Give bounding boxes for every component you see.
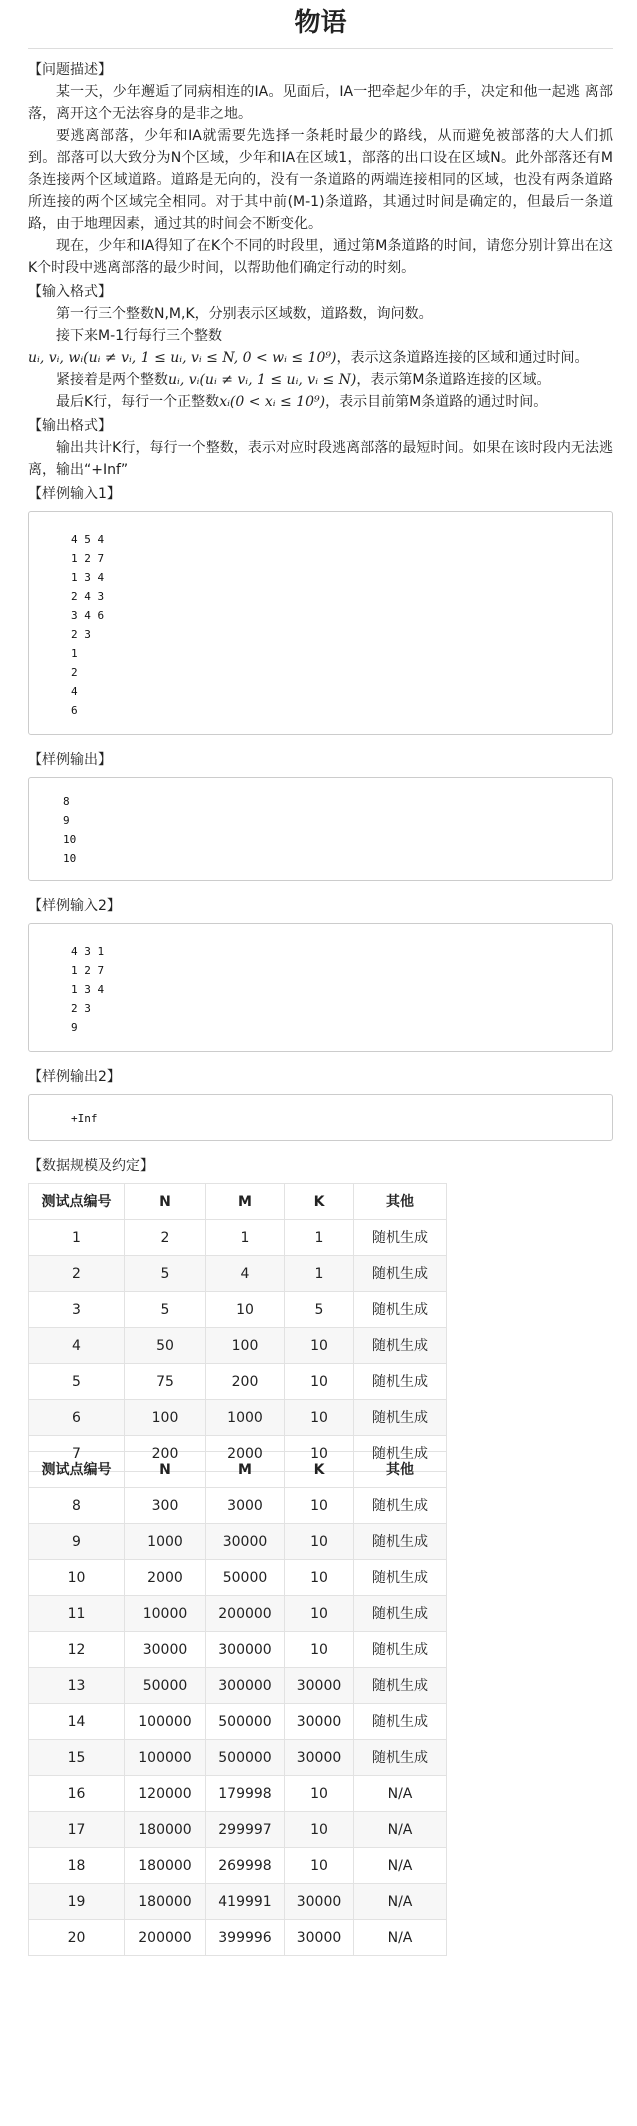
table-cell: 500000 bbox=[206, 1704, 285, 1740]
header-k: K bbox=[285, 1452, 354, 1488]
header-n: N bbox=[125, 1184, 206, 1220]
header-other: 其他 bbox=[354, 1184, 447, 1220]
problem-paragraph-3: 现在，少年和IA得知了在K个不同的时段里，通过第M条道路的时间，请您分别计算出在这K个时段中逃离部落的最少时间，以帮助他们确定行动的时刻。 bbox=[28, 238, 613, 276]
input-line-5-pre: 最后K行，每行一个正整数 bbox=[56, 394, 220, 410]
table-cell: N/A bbox=[354, 1776, 447, 1812]
input-line-5-post: ，表示目前第M条道路的通过时间。 bbox=[325, 394, 548, 410]
table-cell: 399996 bbox=[206, 1920, 285, 1956]
table-cell: 18 bbox=[29, 1848, 125, 1884]
sample-input-1-box: 4 5 4 1 2 7 1 3 4 2 4 3 3 4 6 2 3 1 2 4 6 bbox=[28, 511, 613, 735]
table-cell: 300000 bbox=[206, 1632, 285, 1668]
table-cell: 5 bbox=[125, 1292, 206, 1328]
table-cell: 50000 bbox=[125, 1668, 206, 1704]
table-cell: 14 bbox=[29, 1704, 125, 1740]
table-cell: 9 bbox=[29, 1524, 125, 1560]
table-cell: 10 bbox=[285, 1436, 354, 1472]
table-cell: 30000 bbox=[285, 1704, 354, 1740]
table-row bbox=[29, 1704, 447, 1740]
input-line-4-pre: 紧接着是两个整数 bbox=[56, 372, 168, 388]
table-cell: 50000 bbox=[206, 1560, 285, 1596]
table-cell: 75 bbox=[125, 1364, 206, 1400]
table-cell: 30000 bbox=[285, 1920, 354, 1956]
table-cell: 随机生成 bbox=[354, 1668, 447, 1704]
table-cell: 2 bbox=[29, 1256, 125, 1292]
table-cell: 随机生成 bbox=[354, 1704, 447, 1740]
table-header-row bbox=[29, 1184, 447, 1220]
table-cell: 随机生成 bbox=[354, 1364, 447, 1400]
table-cell: 8 bbox=[29, 1488, 125, 1524]
input-line-5 bbox=[28, 391, 613, 413]
output-format-paragraph: 输出共计K行，每行一个整数，表示对应时段逃离部落的最短时间。如果在该时段内无法逃离，输出“+Inf” bbox=[28, 440, 613, 478]
table-cell: 100 bbox=[125, 1400, 206, 1436]
output-format-heading: 【输出格式】 bbox=[28, 418, 112, 434]
header-case-id: 测试点编号 bbox=[29, 1184, 125, 1220]
table-cell: 3000 bbox=[206, 1488, 285, 1524]
page-title: 物语 bbox=[294, 8, 347, 38]
problem-paragraph-2: 要逃离部落，少年和IA就需要先选择一条耗时最少的路线，从而避免被部落的大人们抓到。部落可以大致分为N个区域，少年和IA在区域1，部落的出口设在区域N。此外部落还有M条连接两个区域道路。道路是无向的，没有一条道路的两端连接相同的区域，也没有两条道路所连接的两个区域完全相同。对于其中前(M-1)条道路，其通过时间是确定的，但最后一条道路，由于地理因素，通过其的时间会不断变化。 bbox=[28, 128, 613, 232]
input-line-3 bbox=[28, 347, 613, 369]
table-cell: 30000 bbox=[206, 1524, 285, 1560]
table-cell: 2000 bbox=[206, 1436, 285, 1472]
table-row bbox=[29, 1884, 447, 1920]
table-cell: N/A bbox=[354, 1848, 447, 1884]
sample-output-2-box: +Inf bbox=[28, 1094, 613, 1141]
table-cell: 30000 bbox=[285, 1740, 354, 1776]
table-row bbox=[29, 1524, 447, 1560]
title-divider bbox=[28, 48, 613, 49]
table-row bbox=[29, 1364, 447, 1400]
input-line-4-math: uᵢ, vᵢ(uᵢ ≠ vᵢ, 1 ≤ uᵢ, vᵢ ≤ N) bbox=[168, 372, 357, 388]
table-cell: 10 bbox=[285, 1488, 354, 1524]
table-cell: 30000 bbox=[125, 1632, 206, 1668]
table-cell: 5 bbox=[29, 1364, 125, 1400]
table-row bbox=[29, 1740, 447, 1776]
table-cell: 随机生成 bbox=[354, 1400, 447, 1436]
table-cell: 随机生成 bbox=[354, 1596, 447, 1632]
table-cell: 5 bbox=[125, 1256, 206, 1292]
table-cell: 1 bbox=[206, 1220, 285, 1256]
header-other: 其他 bbox=[354, 1452, 447, 1488]
input-line-5-math: xᵢ(0 < xᵢ ≤ 10⁹) bbox=[219, 394, 326, 410]
table-cell: 10 bbox=[206, 1292, 285, 1328]
table-cell: 10 bbox=[285, 1328, 354, 1364]
table-cell: N/A bbox=[354, 1812, 447, 1848]
sample-input-1-heading: 【样例输入1】 bbox=[28, 486, 121, 502]
table-cell: 300000 bbox=[206, 1668, 285, 1704]
limits-table-2-wrapper bbox=[28, 1451, 613, 1956]
table-cell: N/A bbox=[354, 1920, 447, 1956]
table-cell: 1000 bbox=[206, 1400, 285, 1436]
table-cell: 随机生成 bbox=[354, 1524, 447, 1560]
sample-output-2-heading: 【样例输出2】 bbox=[28, 1069, 121, 1085]
table-row bbox=[29, 1256, 447, 1292]
sample-input-2-box: 4 3 1 1 2 7 1 3 4 2 3 9 bbox=[28, 923, 613, 1052]
table-cell: 11 bbox=[29, 1596, 125, 1632]
table-cell: 10 bbox=[285, 1364, 354, 1400]
sample-output-1-box: 8 9 10 10 bbox=[28, 777, 613, 881]
input-line-2: 接下来M-1行每行三个整数 bbox=[56, 328, 223, 344]
table-cell: 1 bbox=[285, 1220, 354, 1256]
limits-table-1-body bbox=[29, 1220, 447, 1472]
table-cell: 4 bbox=[206, 1256, 285, 1292]
table-row bbox=[29, 1400, 447, 1436]
table-row bbox=[29, 1668, 447, 1704]
sample-output-1-heading: 【样例输出】 bbox=[28, 752, 112, 768]
input-line-4 bbox=[28, 369, 613, 391]
problem-paragraph-1: 某一天，少年邂逅了同病相连的IA。见面后，IA一把牵起少年的手，决定和他一起逃 离部落，离开这个无法容身的是非之地。 bbox=[28, 84, 613, 122]
table-cell: 200000 bbox=[125, 1920, 206, 1956]
table-cell: 300 bbox=[125, 1488, 206, 1524]
input-line-3-text: ，表示这条道路连接的区域和通过时间。 bbox=[336, 350, 589, 366]
table-row bbox=[29, 1488, 447, 1524]
header-n: N bbox=[125, 1452, 206, 1488]
table-cell: 50 bbox=[125, 1328, 206, 1364]
table-cell: 419991 bbox=[206, 1884, 285, 1920]
table-cell: 17 bbox=[29, 1812, 125, 1848]
input-format-heading: 【输入格式】 bbox=[28, 284, 112, 300]
table-cell: 10000 bbox=[125, 1596, 206, 1632]
limits-table-2-body bbox=[29, 1488, 447, 1956]
table-row bbox=[29, 1220, 447, 1256]
table-cell: 200 bbox=[206, 1364, 285, 1400]
table-cell: 299997 bbox=[206, 1812, 285, 1848]
table-cell: 7 bbox=[29, 1436, 125, 1472]
table-row bbox=[29, 1848, 447, 1884]
table-cell: 180000 bbox=[125, 1848, 206, 1884]
table-cell: 随机生成 bbox=[354, 1740, 447, 1776]
sample-input-2-heading: 【样例输入2】 bbox=[28, 898, 121, 914]
table-row bbox=[29, 1328, 447, 1364]
table-cell: 随机生成 bbox=[354, 1328, 447, 1364]
header-m: M bbox=[206, 1184, 285, 1220]
table-cell: 10 bbox=[285, 1812, 354, 1848]
table-cell: 10 bbox=[285, 1632, 354, 1668]
table-cell: 100000 bbox=[125, 1740, 206, 1776]
table-cell: 10 bbox=[285, 1400, 354, 1436]
table-cell: 3 bbox=[29, 1292, 125, 1328]
table-cell: 100 bbox=[206, 1328, 285, 1364]
table-cell: 200 bbox=[125, 1436, 206, 1472]
table-cell: 10 bbox=[285, 1596, 354, 1632]
table-cell: 269998 bbox=[206, 1848, 285, 1884]
input-line-3-math: uᵢ, vᵢ, wᵢ(uᵢ ≠ vᵢ, 1 ≤ uᵢ, vᵢ ≤ N, 0 < wᵢ ≤ 10⁹) bbox=[28, 350, 337, 366]
table-cell: 10 bbox=[285, 1848, 354, 1884]
table-cell: 15 bbox=[29, 1740, 125, 1776]
table-cell: 13 bbox=[29, 1668, 125, 1704]
table-row bbox=[29, 1812, 447, 1848]
table-cell: 120000 bbox=[125, 1776, 206, 1812]
header-case-id: 测试点编号 bbox=[29, 1452, 125, 1488]
table-cell: 30000 bbox=[285, 1884, 354, 1920]
table-cell: 随机生成 bbox=[354, 1560, 447, 1596]
table-cell: 20 bbox=[29, 1920, 125, 1956]
table-cell: 180000 bbox=[125, 1812, 206, 1848]
table-cell: 200000 bbox=[206, 1596, 285, 1632]
table-cell: 10 bbox=[285, 1524, 354, 1560]
input-line-4-post: ，表示第M条道路连接的区域。 bbox=[356, 372, 551, 388]
table-cell: 19 bbox=[29, 1884, 125, 1920]
problem-heading: 【问题描述】 bbox=[28, 62, 112, 78]
limits-table-2 bbox=[28, 1451, 447, 1956]
table-cell: 5 bbox=[285, 1292, 354, 1328]
table-cell: 2000 bbox=[125, 1560, 206, 1596]
input-line-1: 第一行三个整数N,M,K，分别表示区域数，道路数，询问数。 bbox=[56, 306, 433, 322]
table-row bbox=[29, 1596, 447, 1632]
table-row bbox=[29, 1776, 447, 1812]
table-cell: 10 bbox=[285, 1560, 354, 1596]
header-k: K bbox=[285, 1184, 354, 1220]
table-cell: 4 bbox=[29, 1328, 125, 1364]
table-cell: 500000 bbox=[206, 1740, 285, 1776]
table-cell: 随机生成 bbox=[354, 1220, 447, 1256]
table-cell: 随机生成 bbox=[354, 1292, 447, 1328]
table-cell: 100000 bbox=[125, 1704, 206, 1740]
table-cell: 2 bbox=[125, 1220, 206, 1256]
table-cell: N/A bbox=[354, 1884, 447, 1920]
table-cell: 12 bbox=[29, 1632, 125, 1668]
table-cell: 1 bbox=[285, 1256, 354, 1292]
limits-table-1 bbox=[28, 1183, 447, 1472]
table-cell: 180000 bbox=[125, 1884, 206, 1920]
table-cell: 6 bbox=[29, 1400, 125, 1436]
table-cell: 随机生成 bbox=[354, 1632, 447, 1668]
table-row bbox=[29, 1292, 447, 1328]
table-cell: 179998 bbox=[206, 1776, 285, 1812]
table-cell: 10 bbox=[29, 1560, 125, 1596]
table-cell: 随机生成 bbox=[354, 1256, 447, 1292]
table-cell: 1000 bbox=[125, 1524, 206, 1560]
limits-heading: 【数据规模及约定】 bbox=[28, 1158, 154, 1174]
table-cell: 随机生成 bbox=[354, 1488, 447, 1524]
table-cell: 10 bbox=[285, 1776, 354, 1812]
table-cell: 1 bbox=[29, 1220, 125, 1256]
table-cell: 随机生成 bbox=[354, 1436, 447, 1472]
table-row bbox=[29, 1560, 447, 1596]
header-m: M bbox=[206, 1452, 285, 1488]
table-row bbox=[29, 1920, 447, 1956]
limits-table-1-wrapper bbox=[28, 1183, 613, 1462]
table-row bbox=[29, 1632, 447, 1668]
table-cell: 30000 bbox=[285, 1668, 354, 1704]
table-cell: 16 bbox=[29, 1776, 125, 1812]
